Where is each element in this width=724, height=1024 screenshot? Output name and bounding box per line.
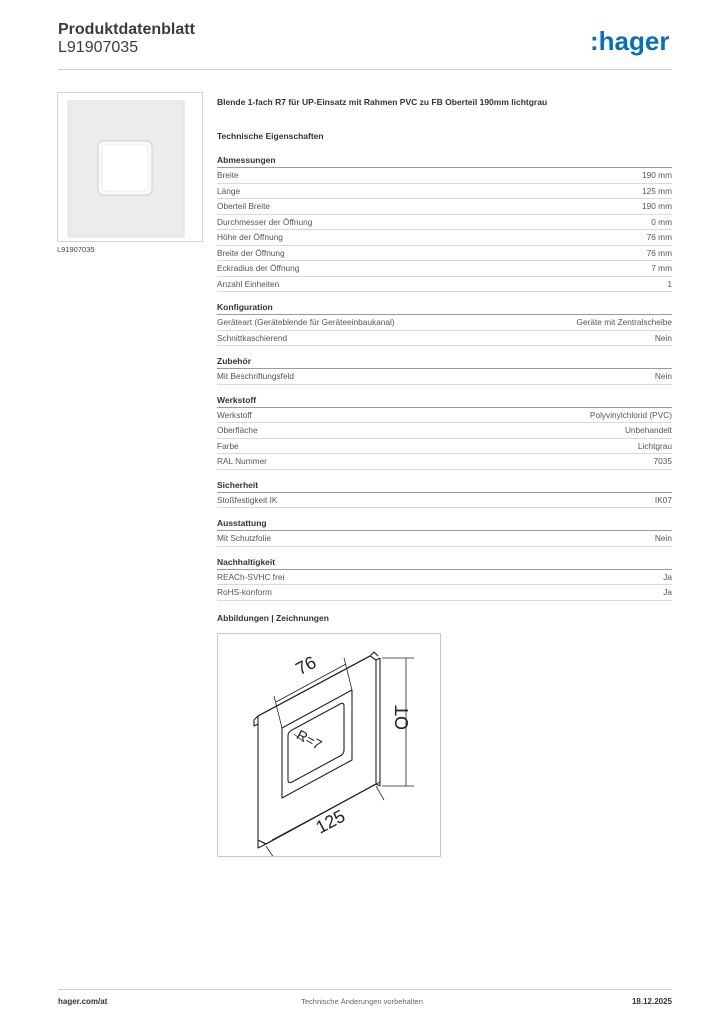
- property-value: 190 mm: [642, 201, 672, 211]
- drawing-svg: [218, 634, 440, 856]
- technical-properties-heading: Technische Eigenschaften: [217, 131, 324, 141]
- property-section: [217, 154, 672, 292]
- property-label: RoHS-konform: [217, 587, 272, 597]
- property-section: [217, 301, 672, 346]
- property-value: 125 mm: [642, 185, 672, 196]
- property-value: IK07: [654, 494, 672, 505]
- page-title: Produktdatenblatt: [58, 21, 195, 38]
- section-title: Zubehör: [217, 355, 672, 369]
- technical-drawing: [217, 633, 441, 857]
- property-row: [217, 585, 672, 601]
- property-value: 190 mm: [642, 170, 672, 180]
- property-section: [217, 355, 672, 385]
- property-label: Breite der Öffnung: [217, 247, 285, 258]
- dim-label-radius: R=7: [294, 726, 325, 753]
- property-label: Mit Beschriftungsfeld: [217, 371, 295, 381]
- property-row: [217, 454, 672, 470]
- property-row: [217, 215, 672, 231]
- figures-heading: Abbildungen | Zeichnungen: [217, 613, 329, 623]
- property-value: Nein: [654, 533, 672, 543]
- property-label: Geräteart (Geräteblende für Geräteeinbaukanal): [217, 317, 395, 327]
- product-image: [58, 93, 202, 241]
- property-row: [217, 246, 672, 262]
- property-label: Mit Schutzfolie: [217, 533, 271, 543]
- property-label: Höhe der Öffnung: [217, 232, 283, 242]
- property-value: Polyvinylchlorid (PVC): [589, 409, 672, 420]
- property-label: Länge: [217, 185, 241, 196]
- property-value: Geräte mit Zentralscheibe: [576, 317, 672, 327]
- property-section: [217, 517, 672, 547]
- property-row: [217, 184, 672, 200]
- dim-label-76: 76: [292, 651, 320, 680]
- article-number: L91907035: [58, 39, 139, 56]
- property-label: RAL Nummer: [217, 456, 267, 466]
- footer-date: 18.12.2025: [631, 997, 672, 1006]
- property-label: Anzahl Einheiten: [217, 278, 280, 289]
- logo-text: :hager: [590, 26, 670, 56]
- thumbnail-caption: L91907035: [57, 245, 95, 254]
- property-value: 1: [667, 278, 672, 289]
- footer-divider: [58, 989, 672, 990]
- property-value: 7 mm: [651, 263, 672, 273]
- product-title: Blende 1-fach R7 für UP-Einsatz mit Rahmen PVC zu FB Oberteil 190mm lichtgrau: [217, 97, 548, 107]
- property-label: Farbe: [217, 440, 239, 451]
- property-row: [217, 261, 672, 277]
- property-value: Unbehandelt: [624, 425, 672, 435]
- hager-logo: [590, 26, 680, 58]
- property-value: Ja: [663, 571, 672, 582]
- property-row: [217, 570, 672, 586]
- section-title: Nachhaltigkeit: [217, 556, 672, 570]
- section-title: Ausstattung: [217, 517, 672, 531]
- dim-ext-br: [376, 786, 384, 800]
- property-label: Oberfläche: [217, 425, 258, 435]
- section-title: Sicherheit: [217, 479, 672, 493]
- section-title: Konfiguration: [217, 301, 672, 315]
- property-row: [217, 199, 672, 215]
- property-value: Lichtgrau: [637, 440, 672, 451]
- property-row: [217, 331, 672, 347]
- property-row: [217, 408, 672, 424]
- property-value: Nein: [654, 371, 672, 381]
- section-title: Werkstoff: [217, 394, 672, 408]
- top-lip: [254, 720, 258, 726]
- property-row: [217, 439, 672, 455]
- property-label: REACh-SVHC frei: [217, 571, 285, 582]
- footer-website[interactable]: hager.com/at: [58, 997, 108, 1006]
- property-value: 7035: [653, 456, 672, 466]
- footer-note: Technische Änderungen vorbehalten: [301, 997, 423, 1006]
- property-value: 76 mm: [646, 232, 672, 242]
- property-row: [217, 230, 672, 246]
- dim-ext-bl: [266, 846, 274, 856]
- property-row: [217, 369, 672, 385]
- dim-label-125: 125: [312, 805, 349, 838]
- property-value: Nein: [654, 332, 672, 343]
- property-value: 76 mm: [646, 247, 672, 258]
- property-label: Eckradius der Öffnung: [217, 263, 300, 273]
- properties-table: [217, 154, 672, 610]
- property-section: [217, 556, 672, 601]
- property-label: Schnittkaschierend: [217, 332, 288, 343]
- property-row: [217, 493, 672, 509]
- property-row: [217, 315, 672, 331]
- dim-label-ot: OT: [392, 705, 412, 730]
- property-value: 0 mm: [651, 216, 672, 227]
- property-label: Breite: [217, 170, 239, 180]
- property-row: [217, 531, 672, 547]
- product-thumbnail: [57, 92, 203, 242]
- property-label: Stoßfestigkeit IK: [217, 494, 278, 505]
- property-row: [217, 423, 672, 439]
- header-divider: [58, 69, 672, 70]
- property-label: Oberteil Breite: [217, 201, 271, 211]
- property-value: Ja: [663, 587, 672, 597]
- section-title: Abmessungen: [217, 154, 672, 168]
- property-section: [217, 479, 672, 509]
- property-label: Werkstoff: [217, 409, 252, 420]
- property-row: [217, 168, 672, 184]
- property-row: [217, 277, 672, 293]
- property-label: Durchmesser der Öffnung: [217, 216, 313, 227]
- property-section: [217, 394, 672, 470]
